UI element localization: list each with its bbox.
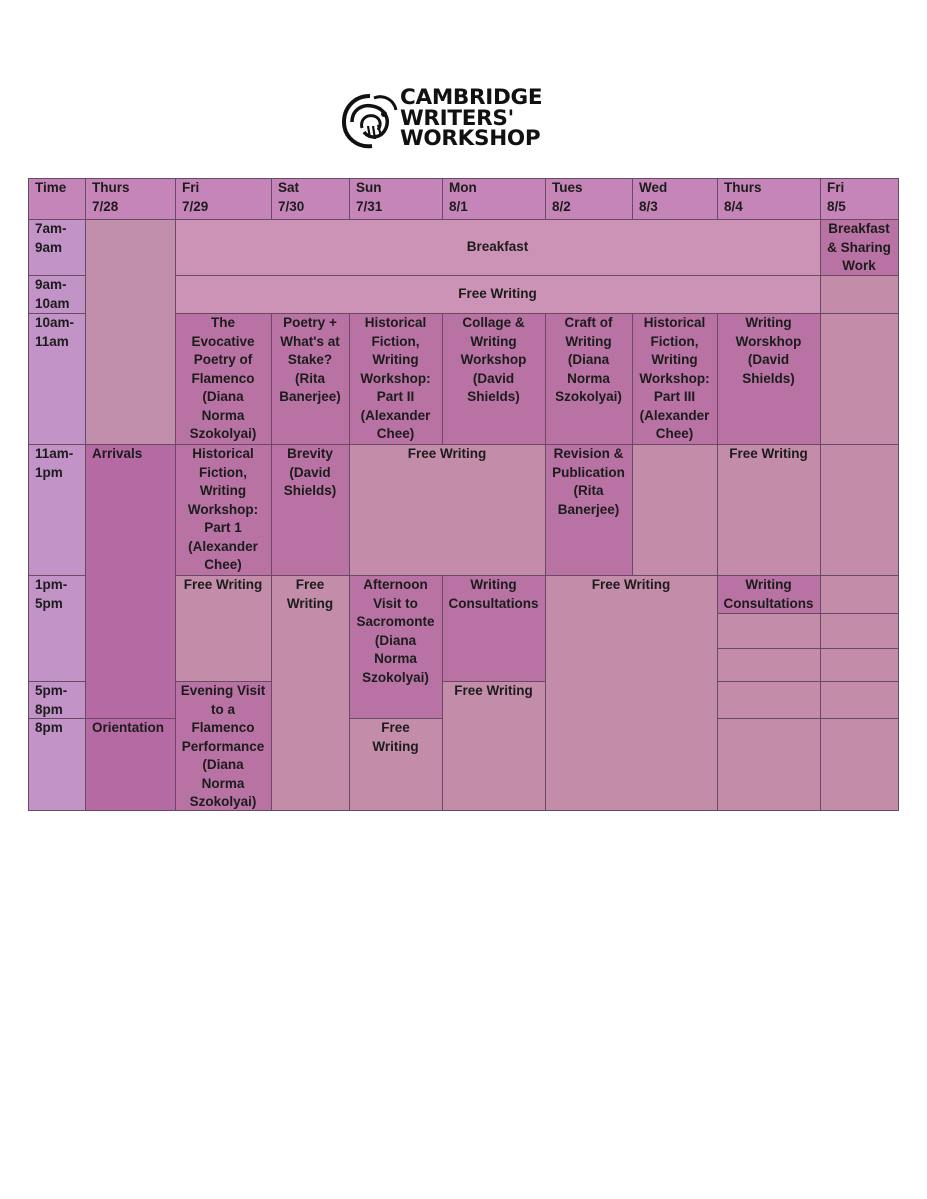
fri-85-empty-8pm	[820, 718, 898, 810]
event-visit-to-sacromonte: Afternoon Visit to Sacromonte (Diana Norma Szokolyai)	[349, 575, 442, 718]
event-free-writing-sun-mon: Free Writing	[349, 444, 545, 575]
event-orientation: Orientation	[85, 718, 175, 810]
header-thurs-84: Thurs 8/4	[717, 178, 820, 219]
header-mon-81: Mon 8/1	[442, 178, 545, 219]
logo-line-1: CAMBRIDGE	[400, 85, 543, 110]
time-9am-10am: 9am- 10am	[28, 275, 85, 313]
event-breakfast-sharing-work: Breakfast & Sharing Work	[820, 219, 898, 275]
event-writing-consultations-thu: Writing Consultations	[717, 575, 820, 613]
time-10am-11am: 10am- 11am	[28, 313, 85, 444]
event-collage-writing-workshop: Collage & Writing Workshop (David Shields)	[442, 313, 545, 444]
fri-85-empty-1pm-a	[820, 575, 898, 613]
event-brevity: Brevity (David Shields)	[271, 444, 349, 575]
event-breakfast: Breakfast	[175, 219, 820, 275]
thu-84-empty-8pm	[717, 718, 820, 810]
header-fri-85: Fri 8/5	[820, 178, 898, 219]
event-free-writing-thu-84: Free Writing	[717, 444, 820, 575]
header-time: Time	[28, 178, 85, 219]
fri-85-empty-5pm	[820, 681, 898, 718]
event-revision-publication: Revision & Publication (Rita Banerjee)	[545, 444, 632, 575]
event-writing-consultations-mon: Writing Consultations	[442, 575, 545, 681]
thu-84-empty-1pm-c	[717, 648, 820, 681]
logo-line-2: WRITERS'	[400, 105, 514, 131]
header-fri-729: Fri 7/29	[175, 178, 271, 219]
thu-84-empty-1pm-b	[717, 613, 820, 648]
fri-85-empty-9am	[820, 275, 898, 313]
event-free-writing-tue-wed: Free Writing	[545, 575, 717, 810]
wed-83-empty-11am	[632, 444, 717, 575]
event-historical-fiction-part-2: Historical Fiction, Writing Workshop: Part II (Alexander Chee)	[349, 313, 442, 444]
header-thurs-728: Thurs 7/28	[85, 178, 175, 219]
header-sat-730: Sat 7/30	[271, 178, 349, 219]
event-arrivals: Arrivals	[85, 444, 175, 718]
event-free-writing-morning: Free Writing	[175, 275, 820, 313]
event-craft-of-writing: Craft of Writing (Diana Norma Szokolyai)	[545, 313, 632, 444]
stylized-bird-emblem-icon	[340, 86, 400, 154]
event-historical-fiction-part-1: Historical Fiction, Writing Workshop: Part 1 (Alexander Chee)	[175, 444, 271, 575]
header-tues-82: Tues 8/2	[545, 178, 632, 219]
header-wed-83: Wed 8/3	[632, 178, 717, 219]
event-writing-workshop-shields: Writing Worskhop (David Shields)	[717, 313, 820, 444]
cambridge-writers-workshop-logo	[340, 86, 560, 154]
fri-85-empty-1pm-c	[820, 648, 898, 681]
event-evening-flamenco-performance: Evening Visit to a Flamenco Performance (Diana Norma Szokolyai)	[175, 681, 271, 810]
time-11am-1pm: 11am- 1pm	[28, 444, 85, 575]
header-sun-731: Sun 7/31	[349, 178, 442, 219]
event-free-writing-sun-evening: Free Writing	[349, 718, 442, 810]
logo-line-3: WORKSHOP	[400, 126, 541, 151]
time-7am-9am: 7am- 9am	[28, 219, 85, 275]
time-8pm: 8pm	[28, 718, 85, 810]
fri-85-empty-10am	[820, 313, 898, 444]
event-free-writing-sat-730: Free Writing	[271, 575, 349, 810]
fri-85-empty-1pm-b	[820, 613, 898, 648]
event-evocative-poetry-flamenco: The Evocative Poetry of Flamenco (Diana Norma Szokolyai)	[175, 313, 271, 444]
time-1pm-5pm: 1pm- 5pm	[28, 575, 85, 681]
event-poetry-whats-at-stake: Poetry + What's at Stake? (Rita Banerjee)	[271, 313, 349, 444]
fri-85-empty-11am	[820, 444, 898, 575]
event-historical-fiction-part-3: Historical Fiction, Writing Workshop: Part III (Alexander Chee)	[632, 313, 717, 444]
thu-84-empty-5pm	[717, 681, 820, 718]
thurs-728-morning-empty	[85, 219, 175, 444]
event-free-writing-mon-evening: Free Writing	[442, 681, 545, 810]
time-5pm-8pm: 5pm- 8pm	[28, 681, 85, 718]
event-free-writing-fri-729: Free Writing	[175, 575, 271, 681]
